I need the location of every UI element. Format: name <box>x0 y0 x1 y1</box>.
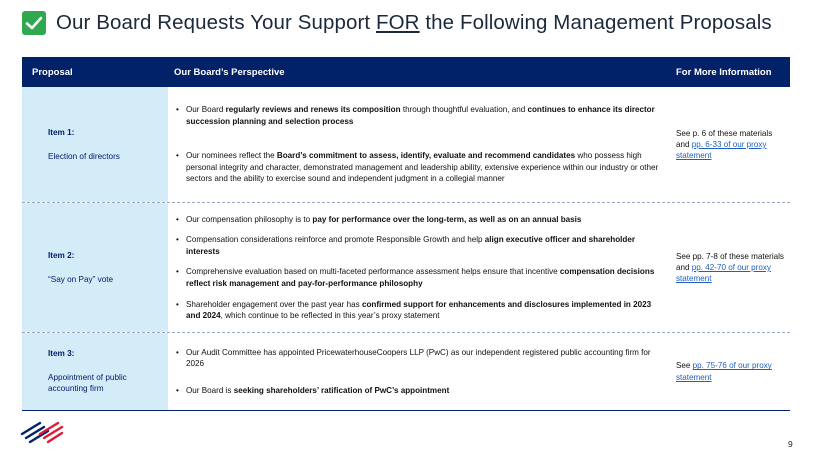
more-info-cell <box>670 203 790 332</box>
flag-logo-icon <box>20 420 64 449</box>
more-info-text <box>676 128 784 162</box>
bullet-text <box>186 299 664 322</box>
bullet-icon: • <box>176 267 179 277</box>
bold-text: Board’s commitment to assess, identify, evaluate and recommend candidates <box>276 151 576 161</box>
bold-text: align executive officer and shareholder interests <box>186 235 635 256</box>
page-number: 9 <box>788 439 793 449</box>
bullet-icon: • <box>176 385 179 395</box>
item-number: Item 2: <box>48 250 75 260</box>
checkbox-check-icon <box>22 11 46 35</box>
bold-text: compensation decisions reflect risk management and pay-for-performance philosophy <box>186 267 655 288</box>
item-description: “Say on Pay” vote <box>48 274 114 284</box>
perspective-bullet <box>174 104 664 127</box>
bold-text: continues to enhance its director succession planning and selection process <box>186 105 655 126</box>
bullet-text <box>186 214 581 225</box>
bullet-icon: • <box>176 105 179 115</box>
text: through thoughtful evaluation, and <box>400 105 528 115</box>
perspective-bullet <box>174 214 664 225</box>
bullet-text <box>186 266 664 289</box>
text: Our Board <box>186 105 226 115</box>
perspective-bullet <box>174 266 664 289</box>
proposal-cell <box>22 87 168 202</box>
info-text: See p. 6 of these materials and <box>676 128 773 149</box>
text: Our compensation philosophy is to <box>186 214 313 224</box>
more-info-cell <box>670 87 790 202</box>
text: Compensation considerations reinforce and promote Responsible Growth and help <box>186 235 485 245</box>
more-info-cell <box>670 333 790 410</box>
table-row <box>22 333 790 411</box>
bold-text: seeking shareholders’ ratification of PwC’s appointment <box>233 385 450 395</box>
proposals-table <box>22 57 790 411</box>
bullet-icon: • <box>176 235 179 245</box>
bullet-text <box>186 234 664 257</box>
item-description: Appointment of public accounting firm <box>48 373 127 393</box>
perspective-bullet <box>174 234 664 257</box>
text: Our Audit Committee has appointed PricewaterhouseCoopers LLP (PwC) as our independent registered public accounting firm for 2026 <box>186 347 651 369</box>
info-text: See <box>676 361 693 371</box>
title-bar <box>22 11 772 35</box>
text: Our nominees reflect the <box>186 151 277 161</box>
page-title: Our Board Requests Your Support FOR the Following Management Proposals <box>56 11 772 34</box>
bullet-icon: • <box>176 214 179 224</box>
header-proposal: Proposal <box>32 66 73 78</box>
bold-text: pay for performance over the long-term, as well as on an annual basis <box>312 214 582 224</box>
item-number: Item 3: <box>48 349 75 358</box>
perspective-bullet <box>174 150 664 184</box>
text: Comprehensive evaluation based on multi-faceted performance assessment helps ensure that incentive <box>186 267 560 277</box>
perspective-bullet <box>174 347 664 370</box>
more-info-text <box>676 251 784 285</box>
text: who possess high personal integrity and character, demonstrated management and leadership ability, extensive experience within our industry or other sectors and the ability to exercise sound and independent judgment in a collegial manner <box>186 151 659 184</box>
bullet-icon: • <box>176 151 179 161</box>
text: , which continue to be reflected in this year’s proxy statement <box>220 310 440 320</box>
perspective-cell <box>168 203 670 332</box>
header-perspective: Our Board’s Perspective <box>174 66 285 78</box>
perspective-cell <box>168 87 670 202</box>
proxy-statement-link[interactable]: pp. 42-70 of our proxy statement <box>676 262 771 284</box>
bullet-text <box>186 347 664 370</box>
more-info-text <box>676 360 784 382</box>
proxy-statement-link[interactable]: pp. 75-76 of our proxy statement <box>676 361 772 382</box>
info-text: See pp. 7-8 of these materials and <box>676 251 784 272</box>
bullet-text <box>186 104 664 127</box>
perspective-bullet <box>174 385 664 396</box>
text: Shareholder engagement over the past year has <box>186 299 362 309</box>
table-row <box>22 87 790 203</box>
bullet-text <box>186 150 664 184</box>
bullet-icon: • <box>176 347 179 357</box>
table-header <box>22 57 790 87</box>
perspective-bullet <box>174 299 664 322</box>
perspective-cell <box>168 333 670 410</box>
proposal-cell <box>22 333 168 410</box>
text: Our Board is <box>186 385 234 395</box>
proxy-statement-link[interactable]: pp. 6-33 of our proxy statement <box>676 139 767 161</box>
item-number: Item 1: <box>48 127 75 137</box>
header-more-info: For More Information <box>676 66 772 78</box>
item-description: Election of directors <box>48 151 120 161</box>
table-row <box>22 203 790 333</box>
proposal-cell <box>22 203 168 332</box>
bold-text: regularly reviews and renews its composition <box>225 105 401 115</box>
bullet-text <box>186 385 449 396</box>
bullet-icon: • <box>176 299 179 309</box>
bold-text: confirmed support for enhancements and disclosures implemented in 2023 and 2024 <box>186 299 652 320</box>
